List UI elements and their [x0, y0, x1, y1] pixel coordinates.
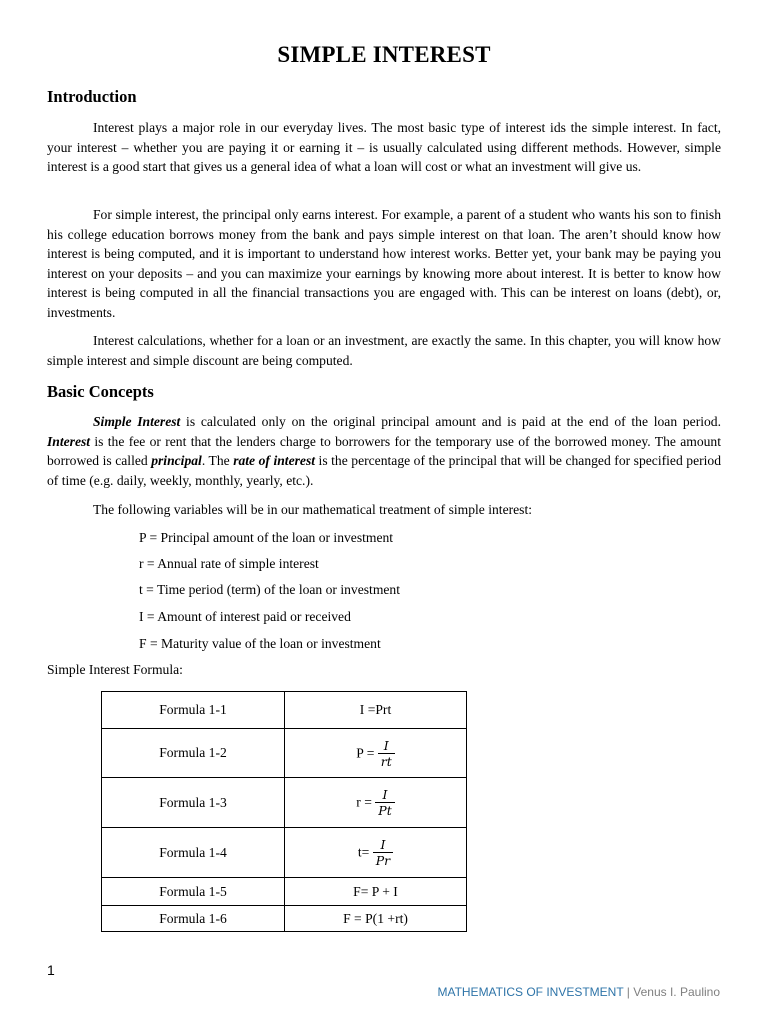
table-row: [102, 778, 467, 828]
variable-f: F = Maturity value of the loan or investment: [139, 636, 381, 651]
term-rate-of-interest: rate of interest: [233, 453, 316, 468]
introduction-heading: Introduction: [47, 87, 137, 106]
intro-paragraph-1: Interest plays a major role in our everyday lives. The most basic type of interest ids the simple interest. In fact, your interest – whether you are paying it or earning it – is usually calculated using different methods. However, simple interest is a good start that gives us a general idea of what a loan will cost or what an investment will give us.: [47, 120, 721, 174]
term-principal: principal: [151, 453, 202, 468]
variable-t: t = Time period (term) of the loan or investment: [139, 582, 400, 597]
formula-lhs: t=: [357, 844, 370, 860]
footer-course: MATHEMATICS OF INVESTMENT: [437, 985, 624, 999]
formula-name: Formula 1-2: [102, 729, 285, 778]
formula-expression: I =Prt: [285, 692, 467, 729]
formula-expression: F = P(1 +rt): [285, 906, 467, 932]
table-row: [102, 692, 467, 729]
table-row: [102, 828, 467, 878]
basic-concepts-heading: Basic Concepts: [47, 382, 154, 401]
fraction: [373, 837, 393, 868]
formula-expression: [285, 828, 467, 878]
variable-r: r = Annual rate of simple interest: [139, 556, 319, 571]
table-row: [102, 729, 467, 778]
term-interest: Interest: [47, 433, 91, 449]
formula-name: Formula 1-1: [102, 692, 285, 729]
formula-name: Formula 1-4: [102, 828, 285, 878]
definitions-paragraph: Simple Interest is calculated only on the original principal amount and is paid at the end of the loan period. Interest is the fee or rent that the lenders charge to borrowers for the temporary use of the borrowed money. The amount borrowed is called principal. The rate of interest is the percentage of the principal that will be changed for specified period of time (e.g. daily, weekly, monthly, yearly, etc.).: [47, 414, 721, 488]
fraction: [378, 738, 395, 769]
fraction-numerator: I: [383, 737, 389, 753]
table-row: [102, 906, 467, 932]
formula-lhs: r =: [356, 794, 372, 810]
footer-author: Venus I. Paulino: [633, 985, 720, 999]
formula-expression: [285, 729, 467, 778]
variable-i: I = Amount of interest paid or received: [139, 609, 351, 624]
page-title: SIMPLE INTEREST: [277, 42, 491, 67]
page-footer: [437, 985, 720, 999]
fraction-denominator: Pt: [375, 802, 394, 818]
page-number: 1: [47, 962, 55, 978]
footer-separator: |: [623, 985, 634, 999]
variable-p: P = Principal amount of the loan or investment: [139, 530, 394, 545]
variables-intro: The following variables will be in our mathematical treatment of simple interest:: [93, 502, 533, 517]
fraction-numerator: I: [380, 837, 386, 852]
fraction: [375, 787, 394, 818]
formula-name: Formula 1-3: [102, 778, 285, 828]
formula-name: Formula 1-5: [102, 878, 285, 906]
formula-expression: F= P + I: [285, 878, 467, 906]
formula-lhs: P =: [356, 745, 375, 760]
table-row: [102, 878, 467, 906]
fraction-denominator: Pr: [373, 852, 393, 868]
formula-expression: [285, 778, 467, 828]
fraction-numerator: I: [382, 787, 388, 802]
formula-table: [101, 691, 467, 932]
term-simple-interest: Simple Interest: [93, 414, 181, 429]
fraction-denominator: rt: [378, 753, 395, 769]
intro-paragraph-2: For simple interest, the principal only earns interest. For example, a parent of a student who wants his son to finish his college education borrows money from the bank and pays simple interest on that loan. The aren’t should know how interest is being computed, and it is important to understand how interest works. Better yet, your bank may be paying you interest on your deposits – and you can maximize your earnings by knowing more about interest. It is better to know how interest is being computed in all the financial transactions you are engaged with. This can be interest on loans (debt), or, investments.: [47, 207, 721, 320]
intro-paragraph-3: Interest calculations, whether for a loan or an investment, are exactly the same. In this chapter, you will know how simple interest and simple discount are being computed.: [47, 333, 721, 368]
formula-name: Formula 1-6: [102, 906, 285, 932]
formula-caption: Simple Interest Formula:: [47, 662, 183, 677]
